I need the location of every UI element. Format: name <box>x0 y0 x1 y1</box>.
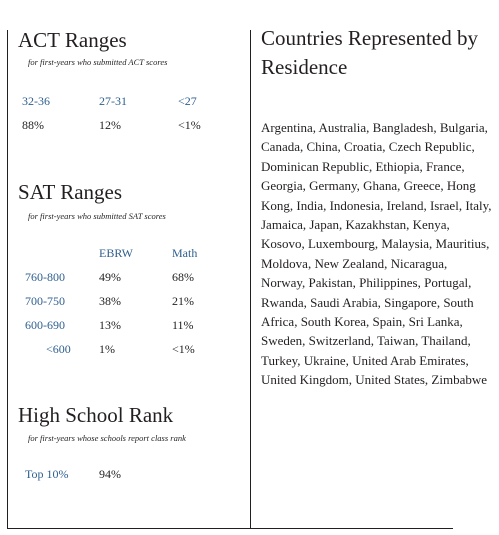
countries-title: Countries Represented by Residence <box>261 26 478 79</box>
sat-row-ebrw: 13% <box>99 318 121 332</box>
high-school-rank-title: High School Rank <box>18 403 174 427</box>
sat-row-ebrw: 1% <box>99 342 115 356</box>
act-percent-below-27: <1% <box>178 118 201 132</box>
sat-row-math: 68% <box>172 270 194 284</box>
sat-row-range: 700-750 <box>25 294 65 308</box>
sat-row-math: <1% <box>172 342 195 356</box>
sat-row-math: 21% <box>172 294 194 308</box>
high-school-rank-subtitle: for first-years whose schools report class rank <box>28 433 186 443</box>
bottom-border-rule <box>7 528 453 529</box>
sat-row-range: 760-800 <box>25 270 65 284</box>
left-border-rule <box>7 30 8 528</box>
sat-row-range: <600 <box>46 342 71 356</box>
sat-row-ebrw: 49% <box>99 270 121 284</box>
sat-row-range: 600-690 <box>25 318 65 332</box>
act-ranges-title: ACT Ranges <box>18 28 127 52</box>
act-range-27-31: 27-31 <box>99 94 127 108</box>
countries-list: Argentina, Australia, Bangladesh, Bulgaria, Canada, China, Croatia, Czech Republic, Dominican Republic, Ethiopia, France, Georgia, Germany, Ghana, Greece, Hong Kong, India, Indonesia, Ireland, Israel, Italy, Jamaica, Japan, Kazakhstan, Kenya, Kosovo, Luxembourg, Malaysia, Mauritius, Moldova, New Zealand, Nicaragua, Norway, Pakistan, Philippines, Portugal, Rwanda, Saudi Arabia, Singapore, South Africa, South Korea, Spain, Sri Lanka, Sweden, Switzerland, Taiwan, Thailand, Turkey, Ukraine, United Arab Emirates, United Kingdom, United States, Zimbabwe <box>261 120 492 388</box>
rank-value: 94% <box>99 467 121 481</box>
rank-label: Top 10% <box>25 467 69 481</box>
act-percent-32-36: 88% <box>22 118 44 132</box>
act-range-below-27: <27 <box>178 94 197 108</box>
sat-ranges-title: SAT Ranges <box>18 180 123 204</box>
act-ranges-subtitle: for first-years who submitted ACT scores <box>28 57 168 67</box>
act-percent-27-31: 12% <box>99 118 121 132</box>
sat-header-math: Math <box>172 246 198 260</box>
sat-ranges-subtitle: for first-years who submitted SAT scores <box>28 211 166 221</box>
sat-row-math: 11% <box>172 318 194 332</box>
sat-header-ebrw: EBRW <box>99 246 134 260</box>
column-divider-rule <box>250 30 251 528</box>
sat-row-ebrw: 38% <box>99 294 121 308</box>
act-range-32-36: 32-36 <box>22 94 50 108</box>
